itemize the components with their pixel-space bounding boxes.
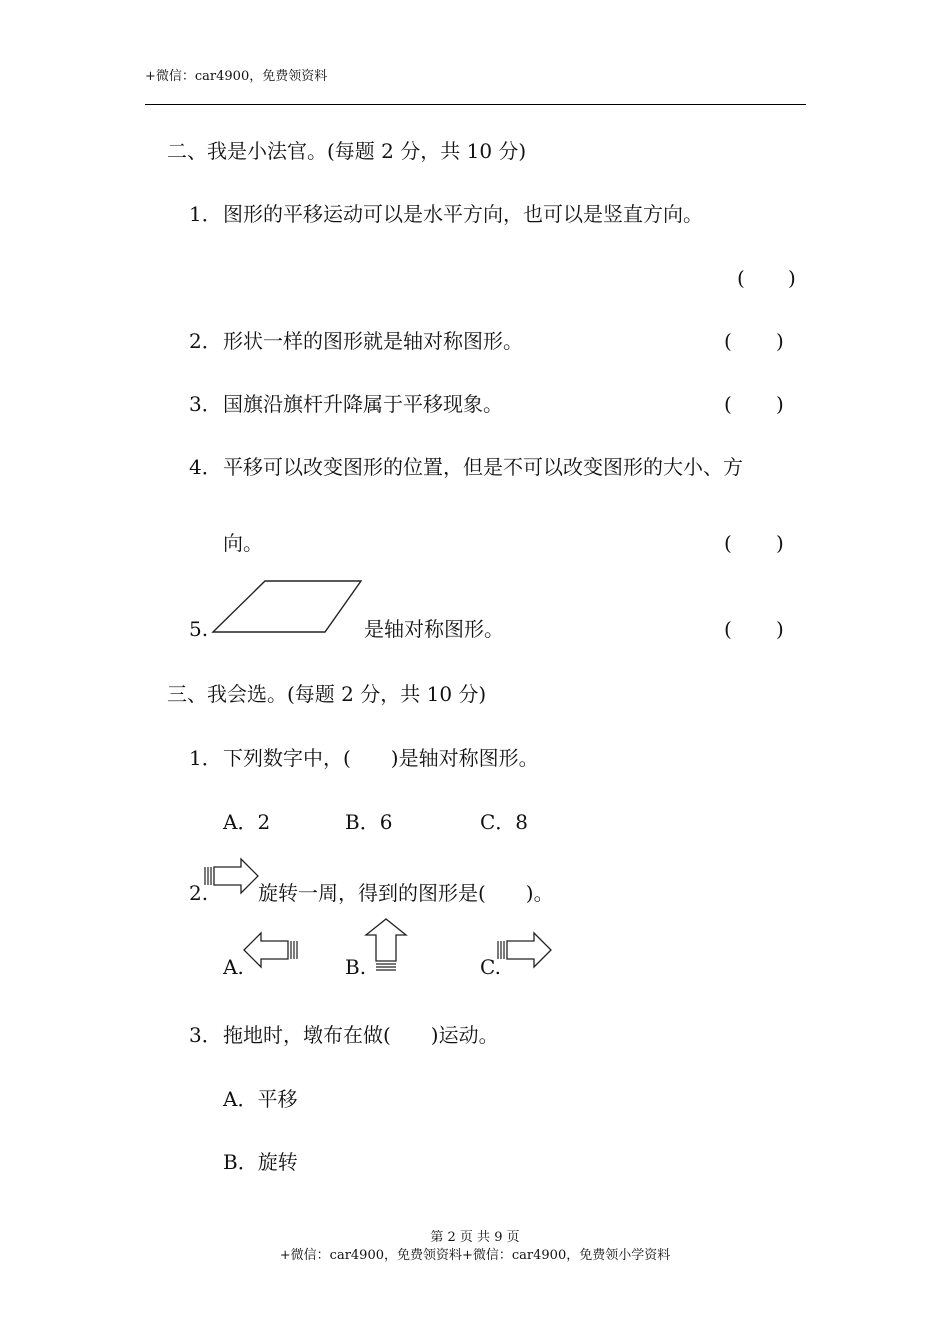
s3-q1-text: 下列数字中，( )是轴对称图形。: [223, 746, 539, 770]
s2-q5-number: 5.: [189, 617, 209, 641]
s2-q3-number: 3．: [189, 392, 222, 416]
arrow-right-icon: [204, 858, 260, 894]
header-divider: [145, 104, 806, 105]
header-watermark: +微信：car4900，免费领资料: [145, 69, 328, 84]
s2-q1-text: 图形的平移运动可以是水平方向，也可以是竖直方向。: [223, 202, 703, 226]
s3-q1-option-c[interactable]: C．8: [480, 810, 529, 834]
s3-q2-option-a[interactable]: A.: [223, 955, 244, 979]
s2-q4-text: 平移可以改变图形的位置，但是不可以改变图形的大小、方: [223, 455, 743, 479]
s3-q1-number: 1．: [189, 746, 222, 770]
s2-q2-text: 形状一样的图形就是轴对称图形。: [223, 329, 523, 353]
s3-q2-option-b[interactable]: B.: [345, 955, 367, 979]
s2-q4-text-continued: 向。: [223, 531, 263, 555]
section3-title: 三、我会选。(每题 2 分，共 10 分): [167, 682, 487, 706]
arrow-right-icon: [497, 932, 553, 968]
s2-q1-number: 1．: [189, 202, 222, 226]
s3-q2-number: 2.: [189, 881, 209, 905]
s3-q1-option-a[interactable]: A．2: [223, 810, 271, 834]
s2-q2-number: 2．: [189, 329, 222, 353]
arrow-up-icon: [364, 918, 408, 972]
s3-q3-text: 拖地时，墩布在做( )运动。: [223, 1023, 499, 1047]
page-number: 第 2 页 共 9 页: [430, 1230, 520, 1245]
section2-title: 二、我是小法官。(每题 2 分，共 10 分): [167, 139, 527, 163]
s3-q2-text: 旋转一周，得到的图形是( )。: [258, 881, 554, 905]
footer-watermark: +微信：car4900，免费领资料+微信：car4900，免费领小学资料: [279, 1248, 671, 1263]
s3-q3-option-a[interactable]: A．平移: [223, 1087, 298, 1111]
s3-q2-option-c[interactable]: C.: [480, 955, 501, 979]
s3-q3-number: 3．: [189, 1023, 222, 1047]
s2-q5-text: 是轴对称图形。: [364, 617, 504, 641]
arrow-left-icon: [242, 932, 298, 968]
s3-q3-option-b[interactable]: B．旋转: [223, 1150, 298, 1174]
parallelogram-figure: [212, 580, 362, 634]
s2-q4-number: 4．: [189, 455, 222, 479]
s3-q1-option-b[interactable]: B．6: [345, 810, 393, 834]
s2-q3-text: 国旗沿旗杆升降属于平移现象。: [223, 392, 503, 416]
